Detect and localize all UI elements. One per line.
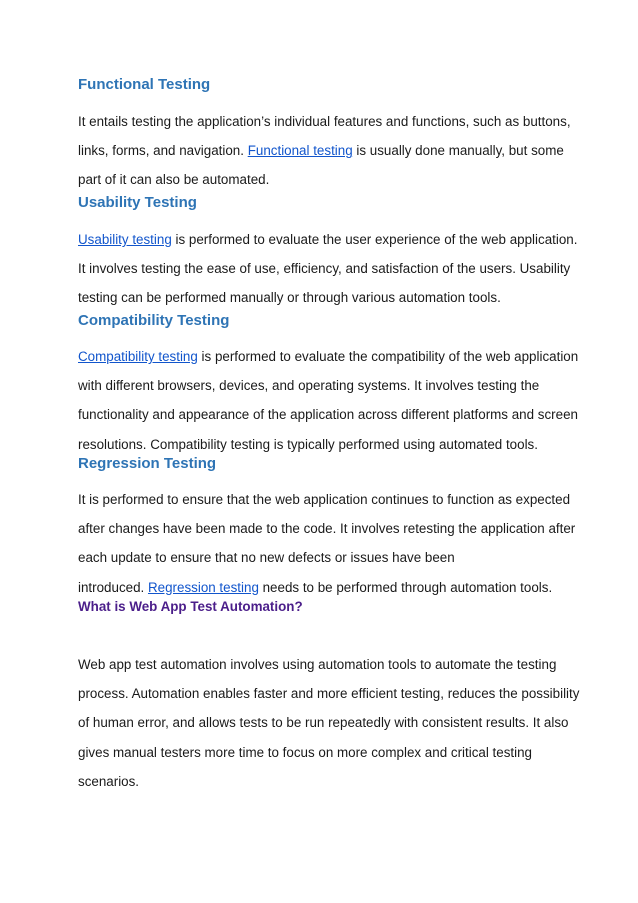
paragraph-compatibility-testing — [78, 342, 578, 459]
text-line: process. Automation enables faster and more efficient testing, reduces the possibility — [78, 686, 580, 702]
text-line: It is performed to ensure that the web application continues to function as expected — [78, 492, 571, 507]
text-line: Web app test automation involves using automation tools to automate the testing — [78, 657, 557, 672]
paragraph-web-app-test-automation — [78, 650, 578, 796]
paragraph-regression-testing — [78, 485, 578, 602]
paragraph-functional-testing — [78, 107, 578, 195]
text-line: functionality and appearance of the application across different platforms and screen — [78, 407, 578, 423]
text-span: is performed to evaluate the compatibility of the web application — [197, 349, 579, 364]
text-span: needs to be performed through automation tools. — [258, 579, 553, 595]
text-span: links, forms, and navigation. — [78, 143, 248, 159]
text-span: introduced. — [78, 579, 148, 595]
usability-testing-link[interactable]: Usability testing — [78, 232, 172, 247]
text-line: It entails testing the application’s individual features and functions, such as buttons, — [78, 114, 571, 129]
heading-web-app-test-automation: What is Web App Test Automation? — [78, 599, 303, 614]
text-line: gives manual testers more time to focus on more complex and critical testing — [78, 744, 532, 760]
heading-compatibility-testing: Compatibility Testing — [78, 312, 230, 329]
text-line: with different browsers, devices, and operating systems. It involves testing the — [78, 378, 540, 394]
paragraph-usability-testing — [78, 225, 578, 313]
heading-functional-testing: Functional Testing — [78, 76, 211, 93]
text-span: is usually done manually, but some — [352, 143, 564, 159]
text-line: of human error, and allows tests to be run repeatedly with consistent results. It also — [78, 715, 569, 731]
heading-usability-testing: Usability Testing — [78, 194, 197, 211]
text-span: is performed to evaluate the user experience of the web application. — [171, 232, 578, 247]
text-line: after changes have been made to the code. It involves retesting the application after — [78, 521, 576, 537]
heading-regression-testing: Regression Testing — [78, 455, 217, 472]
text-line: scenarios. — [78, 773, 140, 789]
compatibility-testing-link[interactable]: Compatibility testing — [78, 349, 198, 364]
text-line: each update to ensure that no new defects or issues have been — [78, 550, 455, 566]
text-line — [78, 225, 578, 254]
text-line — [78, 342, 578, 371]
text-line: testing can be performed manually or through various automation tools. — [78, 290, 501, 306]
text-line: resolutions. Compatibility testing is typically performed using automated tools. — [78, 436, 538, 452]
text-line: It involves testing the ease of use, efficiency, and satisfaction of the users. Usability — [78, 261, 571, 277]
functional-testing-link[interactable]: Functional testing — [247, 143, 353, 159]
regression-testing-link[interactable]: Regression testing — [147, 579, 259, 595]
text-line — [78, 136, 578, 165]
text-line: part of it can also be automated. — [78, 172, 270, 188]
